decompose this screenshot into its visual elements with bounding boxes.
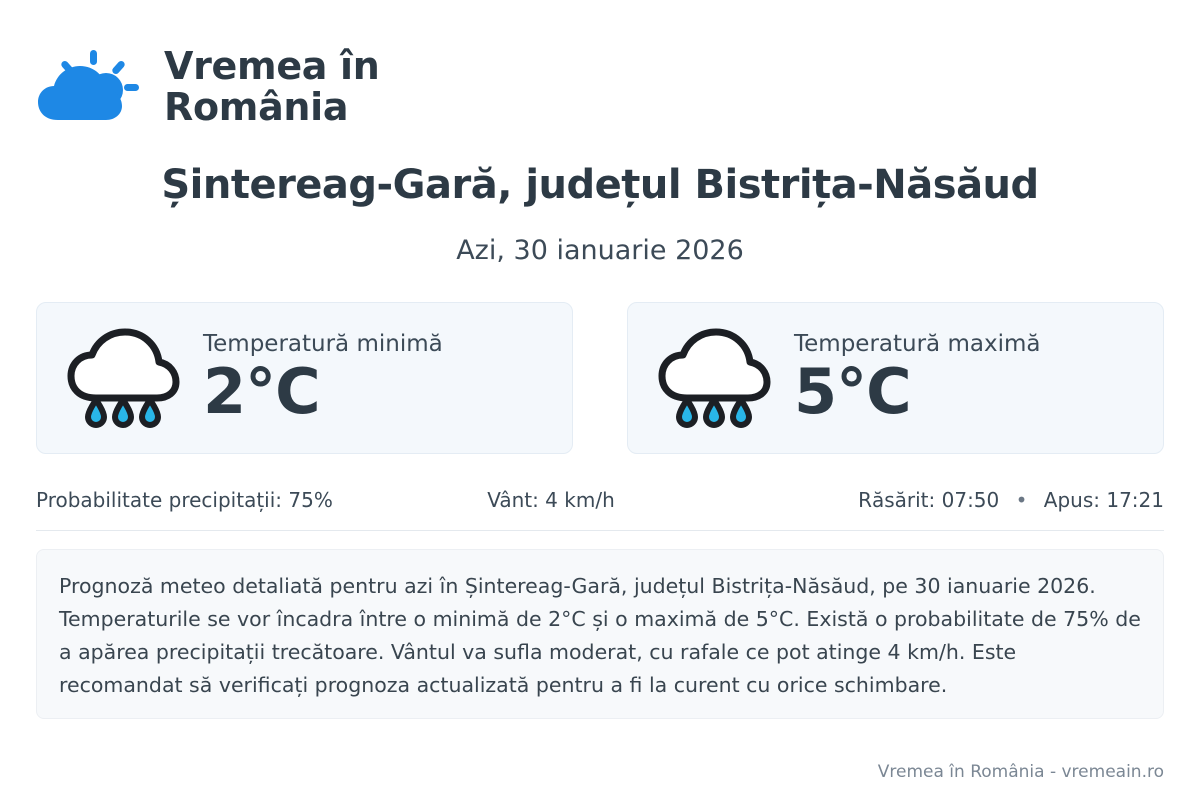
- sunset-time: Apus: 17:21: [1043, 487, 1164, 512]
- max-temperature-card: [627, 302, 1164, 454]
- min-temperature-value: 2°C: [203, 355, 320, 429]
- brand-header: [36, 0, 1164, 128]
- brand-title-line1: Vremea în: [164, 44, 380, 88]
- cloud-with-rain-icon: [63, 326, 181, 430]
- min-temperature-card: [36, 302, 573, 454]
- sun-behind-cloud-icon: [36, 48, 146, 126]
- date-subtitle: Azi, 30 ianuarie 2026: [456, 234, 744, 266]
- page-title: Șintereag-Gară, județul Bistrița-Năsăud: [161, 162, 1039, 209]
- min-temperature-label: Temperatură minimă: [203, 331, 443, 358]
- max-temperature-label: Temperatură maximă: [794, 331, 1041, 358]
- footer-credit: Vremea în România - vremeain.ro: [877, 762, 1164, 782]
- temperature-cards: [36, 302, 1164, 454]
- sunrise-time: Răsărit: 07:50: [858, 487, 1000, 512]
- precipitation-probability: Probabilitate precipitații: 75%: [36, 487, 333, 512]
- weather-meta-row: [36, 488, 1164, 531]
- max-temperature-value: 5°C: [794, 355, 911, 429]
- forecast-description: Prognoză meteo detaliată pentru azi în Șintereag-Gară, județul Bistrița-Năsăud, pe 30 ianuarie 2026. Temperaturile se vor încadra între o minimă de 2°C și o maximă de 5°C. Există o probabilitate de 75% de a apărea precipitații trecătoare. Vântul va sufla moderat, cu rafale ce pot atinge 4 km/h. Este recomandat să verificați prognoza actualizată pentru a fi la curent cu orice schimbare.: [36, 549, 1164, 719]
- sun-times-separator: •: [1015, 487, 1028, 512]
- max-temperature-text: [794, 331, 1041, 429]
- sun-times: [780, 488, 1164, 512]
- brand-title: [164, 46, 380, 128]
- brand-title-line2: România: [164, 85, 349, 130]
- cloud-with-rain-icon: [654, 326, 772, 430]
- min-temperature-text: [203, 331, 443, 429]
- wind-speed: Vânt: 4 km/h: [487, 487, 615, 512]
